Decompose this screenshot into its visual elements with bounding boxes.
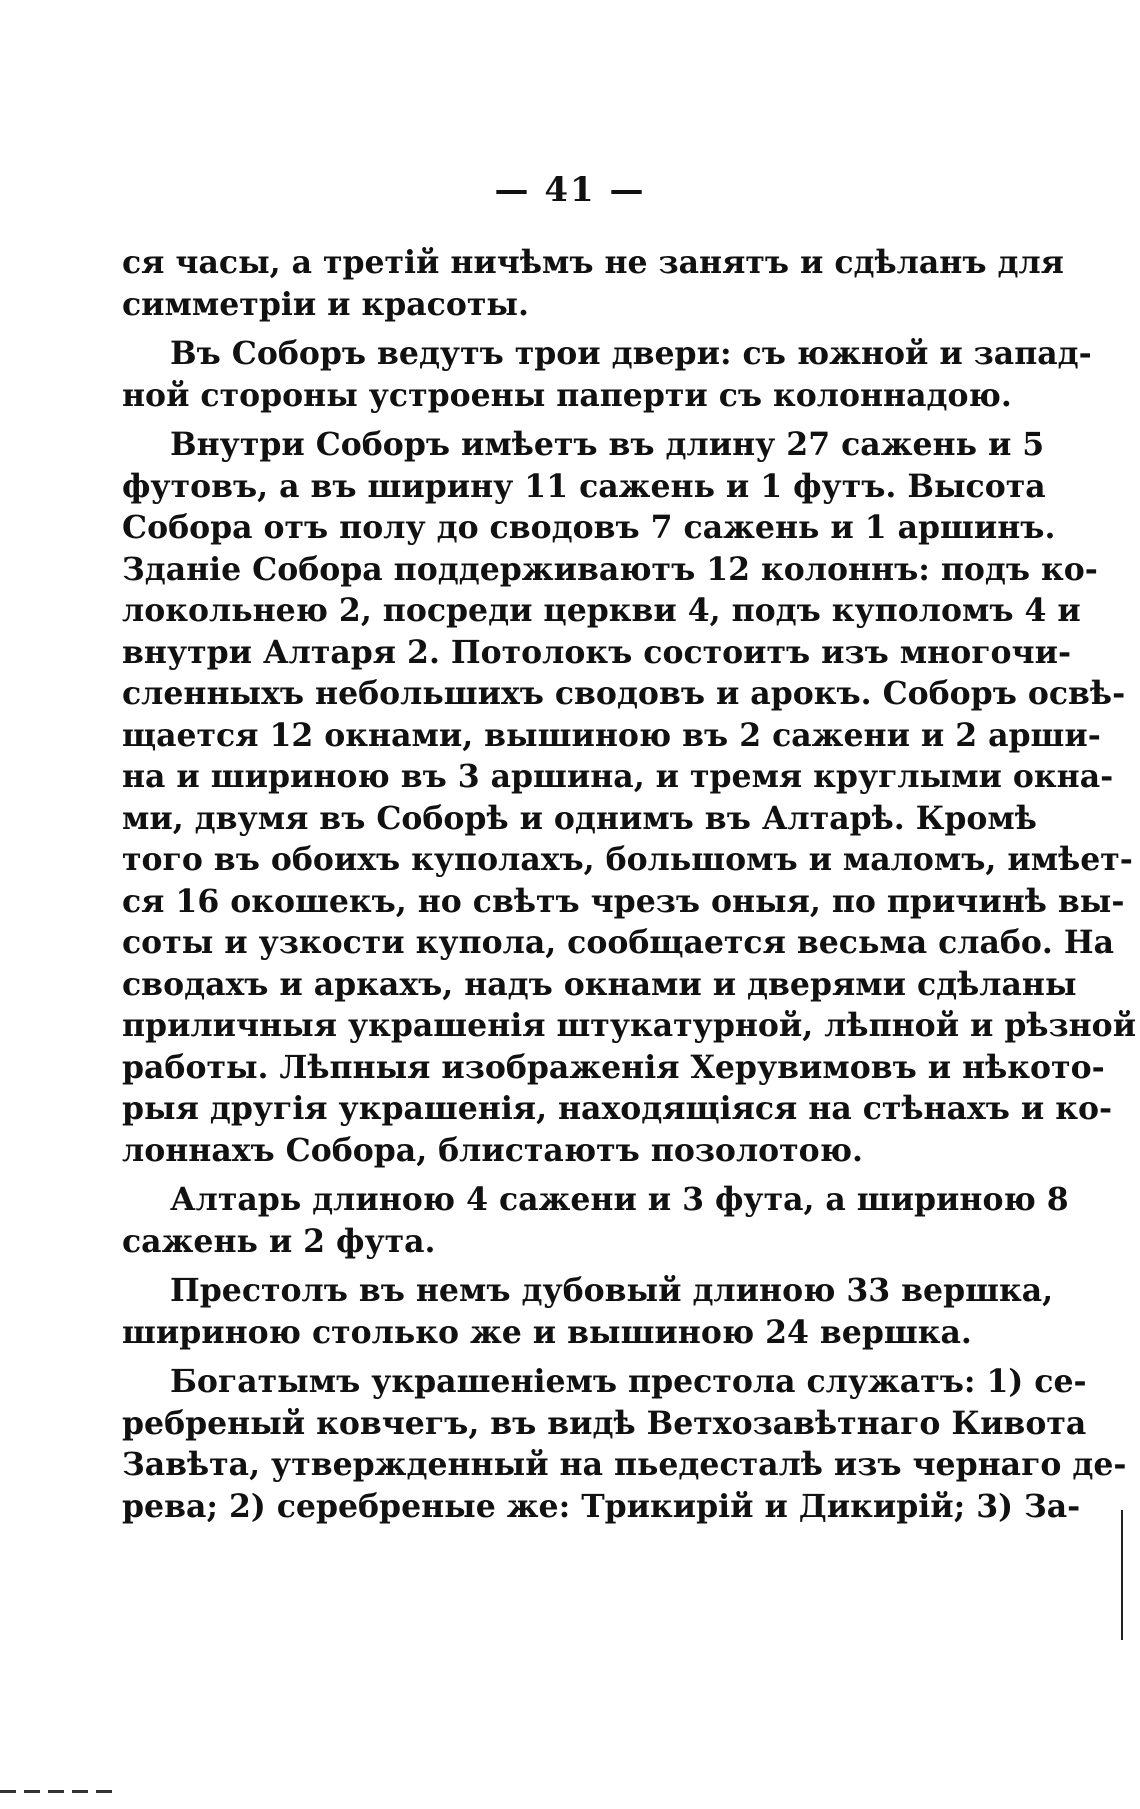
text-line: ми, двумя въ Соборѣ и однимъ въ Алтарѣ. Кромѣ [122, 799, 1037, 837]
text-line: ся 16 окошекъ, но свѣтъ чрезъ оныя, по причинѣ вы- [122, 882, 1125, 920]
text-line: Алтарь длиною 4 сажени и 3 фута, а шириною 8 [170, 1181, 1069, 1218]
text-line: Престолъ въ немъ дубовый длиною 33 вершка, [170, 1272, 1054, 1309]
text-line: приличныя украшенія штукатурной, лѣпной и рѣзной [122, 1007, 1137, 1044]
paragraph [122, 424, 1137, 1171]
body-text [122, 242, 1137, 1535]
page-number: — 41 — [494, 170, 646, 210]
paragraph [122, 1270, 1054, 1353]
text-line: того въ обоихъ куполахъ, большомъ и маломъ, имѣет- [122, 841, 1133, 878]
text-line: внутри Алтаря 2. Потолокъ состоитъ изъ многочи- [122, 633, 1072, 671]
text-line: соты и узкости купола, сообщается весьма слабо. На [122, 924, 1115, 961]
text-line: рыя другія украшенія, находящіяся на стѣнахъ и ко- [122, 1090, 1113, 1127]
text-line: работы. Лѣпныя изображенія Херувимовъ и нѣкото- [122, 1048, 1105, 1086]
paragraph [122, 1361, 1127, 1527]
paragraph [122, 333, 1092, 416]
text-line: Въ Соборъ ведутъ трои двери: съ южной и запад- [170, 335, 1092, 372]
text-line: сленныхъ небольшихъ сводовъ и арокъ. Соборъ освѣ- [122, 675, 1126, 712]
text-line: ся часы, а третій ничѣмъ не занятъ и сдѣланъ для [122, 244, 1064, 281]
scan-edge-mark [1121, 1510, 1123, 1640]
text-line: Собора отъ полу до сводовъ 7 сажень и 1 аршинъ. [122, 509, 1056, 546]
text-line: на и шириною въ 3 аршина, и тремя круглыми окна- [122, 758, 1114, 795]
text-line: футовъ, а въ ширину 11 сажень и 1 футъ. Высота [122, 467, 1046, 505]
text-line: Богатымъ украшеніемъ престола служатъ: 1) се- [170, 1363, 1087, 1400]
text-line: Завѣта, утвержденный на пьедесталѣ изъ чернаго де- [122, 1446, 1127, 1483]
text-line: симметріи и красоты. [122, 285, 529, 323]
text-line: лоннахъ Собора, блистаютъ позолотою. [122, 1131, 863, 1169]
text-line: Зданіе Собора поддерживаютъ 12 колоннъ: подъ ко- [122, 550, 1098, 588]
text-line: щается 12 окнами, вышиною въ 2 сажени и 2 арши- [122, 716, 1101, 754]
text-line: рева; 2) серебреные же: Трикирій и Дикирій; 3) За- [122, 1487, 1081, 1525]
text-line: Внутри Соборъ имѣетъ въ длину 27 сажень и 5 [170, 426, 1045, 463]
text-line: ребреный ковчегъ, въ видѣ Ветхозавѣтнаго Кивота [122, 1404, 1087, 1442]
text-line: локольнею 2, посреди церкви 4, подъ куполомъ 4 и [122, 592, 1081, 629]
paragraph [122, 1179, 1069, 1262]
text-line: сводахъ и аркахъ, надъ окнами и дверями сдѣланы [122, 965, 1077, 1003]
text-line: шириною столько же и вышиною 24 вершка. [122, 1313, 972, 1351]
paragraph [122, 242, 1064, 325]
scan-corner-mark [0, 1790, 115, 1793]
text-line: сажень и 2 фута. [122, 1222, 436, 1260]
text-line: ной стороны устроены паперти съ колоннадою. [122, 376, 1012, 414]
